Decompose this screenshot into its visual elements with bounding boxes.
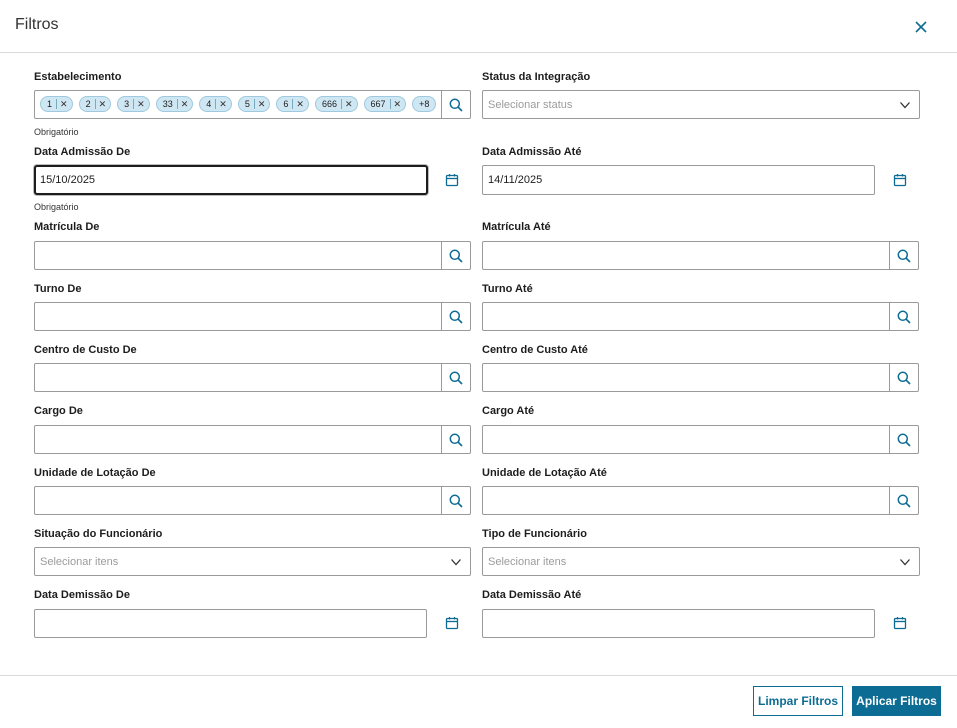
chip-remove-icon[interactable]: ✕: [60, 98, 68, 109]
chip-label: 33: [162, 99, 173, 109]
chip-label: 1: [47, 99, 53, 109]
centro-custo-de-search-button[interactable]: [442, 364, 470, 391]
status-integracao-placeholder: Selecionar status: [488, 99, 573, 111]
search-icon: [897, 249, 911, 263]
unidade-lotacao-ate-label: Unidade de Lotação Até: [482, 467, 607, 479]
matricula-ate-lookup[interactable]: [482, 241, 919, 270]
status-integracao-label: Status da Integração: [482, 71, 591, 83]
chip-label: 667: [370, 99, 386, 109]
chevron-down-icon: [450, 556, 462, 568]
data-demissao-de-input[interactable]: [34, 609, 427, 638]
data-admissao-ate-label: Data Admissão Até: [482, 146, 582, 158]
close-icon: [910, 16, 932, 38]
chip-remove-icon[interactable]: ✕: [344, 98, 353, 109]
estabelecimento-multiselect[interactable]: [34, 90, 471, 119]
data-demissao-de-label: Data Demissão De: [34, 589, 130, 601]
data-demissao-ate-input[interactable]: [482, 609, 875, 638]
chevron-down-icon: [899, 556, 911, 568]
estabelecimento-chip: [117, 96, 150, 112]
turno-de-label: Turno De: [34, 283, 82, 295]
search-icon: [897, 371, 911, 385]
data-demissao-ate-field[interactable]: [488, 610, 848, 637]
modal-header: [0, 0, 957, 53]
apply-filters-button[interactable]: Aplicar Filtros: [852, 686, 941, 716]
unidade-lotacao-ate-lookup[interactable]: [482, 486, 919, 515]
estabelecimento-search-button[interactable]: [442, 91, 470, 118]
unidade-lotacao-ate-search-button[interactable]: [890, 487, 918, 514]
chip-remove-icon[interactable]: ✕: [180, 98, 189, 109]
chip-remove-icon[interactable]: ✕: [257, 98, 266, 109]
data-admissao-de-label: Data Admissão De: [34, 146, 131, 158]
estabelecimento-chip: [276, 96, 309, 112]
turno-de-field[interactable]: [40, 303, 400, 330]
data-admissao-ate-input[interactable]: [482, 165, 875, 195]
search-icon: [449, 494, 463, 508]
search-icon: [897, 310, 911, 324]
estabelecimento-label: Estabelecimento: [34, 71, 122, 83]
unidade-lotacao-de-search-button[interactable]: [442, 487, 470, 514]
centro-custo-ate-field[interactable]: [488, 364, 848, 391]
situacao-funcionario-label: Situação do Funcionário: [34, 528, 163, 540]
turno-ate-lookup[interactable]: [482, 302, 919, 331]
data-admissao-de-calendar-button[interactable]: [445, 173, 459, 187]
unidade-lotacao-de-lookup[interactable]: [34, 486, 471, 515]
centro-custo-ate-search-button[interactable]: [890, 364, 918, 391]
estabelecimento-chips: [40, 96, 436, 112]
turno-ate-label: Turno Até: [482, 283, 533, 295]
calendar-icon: [893, 173, 907, 187]
matricula-ate-label: Matrícula Até: [482, 221, 551, 233]
chip-label: 3: [124, 99, 130, 109]
chip-remove-icon[interactable]: ✕: [296, 98, 304, 109]
situacao-funcionario-placeholder: Selecionar itens: [40, 556, 119, 568]
chip-label: 5: [244, 99, 250, 109]
chip-label: 2: [85, 99, 91, 109]
search-icon: [449, 310, 463, 324]
cargo-ate-search-button[interactable]: [890, 426, 918, 453]
estabelecimento-more-chip[interactable]: +8: [412, 96, 436, 112]
unidade-lotacao-de-field[interactable]: [40, 487, 400, 514]
chip-remove-icon[interactable]: ✕: [219, 98, 227, 109]
data-admissao-de-field[interactable]: [40, 167, 400, 193]
modal-title: Filtros: [15, 16, 59, 33]
chip-remove-icon[interactable]: ✕: [137, 98, 145, 109]
estabelecimento-chip: [40, 96, 73, 112]
centro-custo-de-field[interactable]: [40, 364, 400, 391]
data-admissao-ate-calendar-button[interactable]: [893, 173, 907, 187]
matricula-ate-search-button[interactable]: [890, 242, 918, 269]
turno-de-search-button[interactable]: [442, 303, 470, 330]
cargo-ate-lookup[interactable]: [482, 425, 919, 454]
centro-custo-de-label: Centro de Custo De: [34, 344, 137, 356]
estabelecimento-chip: [364, 96, 407, 112]
calendar-icon: [445, 173, 459, 187]
data-demissao-de-field[interactable]: [40, 610, 400, 637]
calendar-icon: [445, 616, 459, 630]
status-integracao-select[interactable]: [482, 90, 920, 119]
chip-remove-icon[interactable]: ✕: [98, 98, 107, 109]
matricula-de-search-button[interactable]: [442, 242, 470, 269]
centro-custo-ate-label: Centro de Custo Até: [482, 344, 588, 356]
search-icon: [449, 98, 463, 112]
data-admissao-ate-field[interactable]: [488, 166, 848, 194]
estabelecimento-chip: [315, 96, 358, 112]
data-admissao-de-input[interactable]: [34, 165, 428, 195]
search-icon: [897, 433, 911, 447]
data-demissao-ate-calendar-button[interactable]: [893, 616, 907, 630]
chevron-down-icon: [899, 99, 911, 111]
calendar-icon: [893, 616, 907, 630]
cargo-de-search-button[interactable]: [442, 426, 470, 453]
search-icon: [449, 433, 463, 447]
search-icon: [449, 371, 463, 385]
tipo-funcionario-select[interactable]: [482, 547, 920, 576]
turno-ate-search-button[interactable]: [890, 303, 918, 330]
data-admissao-de-help: Obrigatório: [34, 202, 79, 212]
data-demissao-de-calendar-button[interactable]: [445, 616, 459, 630]
clear-filters-button[interactable]: Limpar Filtros: [753, 686, 843, 716]
situacao-funcionario-select[interactable]: [34, 547, 471, 576]
cargo-de-lookup[interactable]: [34, 425, 471, 454]
matricula-de-label: Matrícula De: [34, 221, 100, 233]
chip-label: 6: [283, 99, 289, 109]
unidade-lotacao-ate-field[interactable]: [488, 487, 848, 514]
chip-remove-icon[interactable]: ✕: [393, 98, 402, 109]
search-icon: [897, 494, 911, 508]
estabelecimento-chip: [238, 96, 271, 112]
matricula-ate-field[interactable]: [488, 242, 848, 269]
cargo-ate-field[interactable]: [488, 426, 848, 453]
tipo-funcionario-placeholder: Selecionar itens: [488, 556, 567, 568]
tipo-funcionario-label: Tipo de Funcionário: [482, 528, 587, 540]
search-icon: [449, 249, 463, 263]
turno-ate-field[interactable]: [488, 303, 848, 330]
matricula-de-lookup[interactable]: [34, 241, 471, 270]
unidade-lotacao-de-label: Unidade de Lotação De: [34, 467, 156, 479]
estabelecimento-help: Obrigatório: [34, 127, 79, 137]
centro-custo-ate-lookup[interactable]: [482, 363, 919, 392]
estabelecimento-chip: [199, 96, 232, 112]
matricula-de-field[interactable]: [40, 242, 400, 269]
close-button[interactable]: [910, 16, 932, 38]
cargo-de-label: Cargo De: [34, 405, 83, 417]
cargo-de-field[interactable]: [40, 426, 400, 453]
estabelecimento-chip: [79, 96, 112, 112]
estabelecimento-chip: [156, 96, 194, 112]
chip-label: 666: [321, 99, 337, 109]
chip-label: 4: [206, 99, 212, 109]
centro-custo-de-lookup[interactable]: [34, 363, 471, 392]
turno-de-lookup[interactable]: [34, 302, 471, 331]
cargo-ate-label: Cargo Até: [482, 405, 535, 417]
data-demissao-ate-label: Data Demissão Até: [482, 589, 582, 601]
